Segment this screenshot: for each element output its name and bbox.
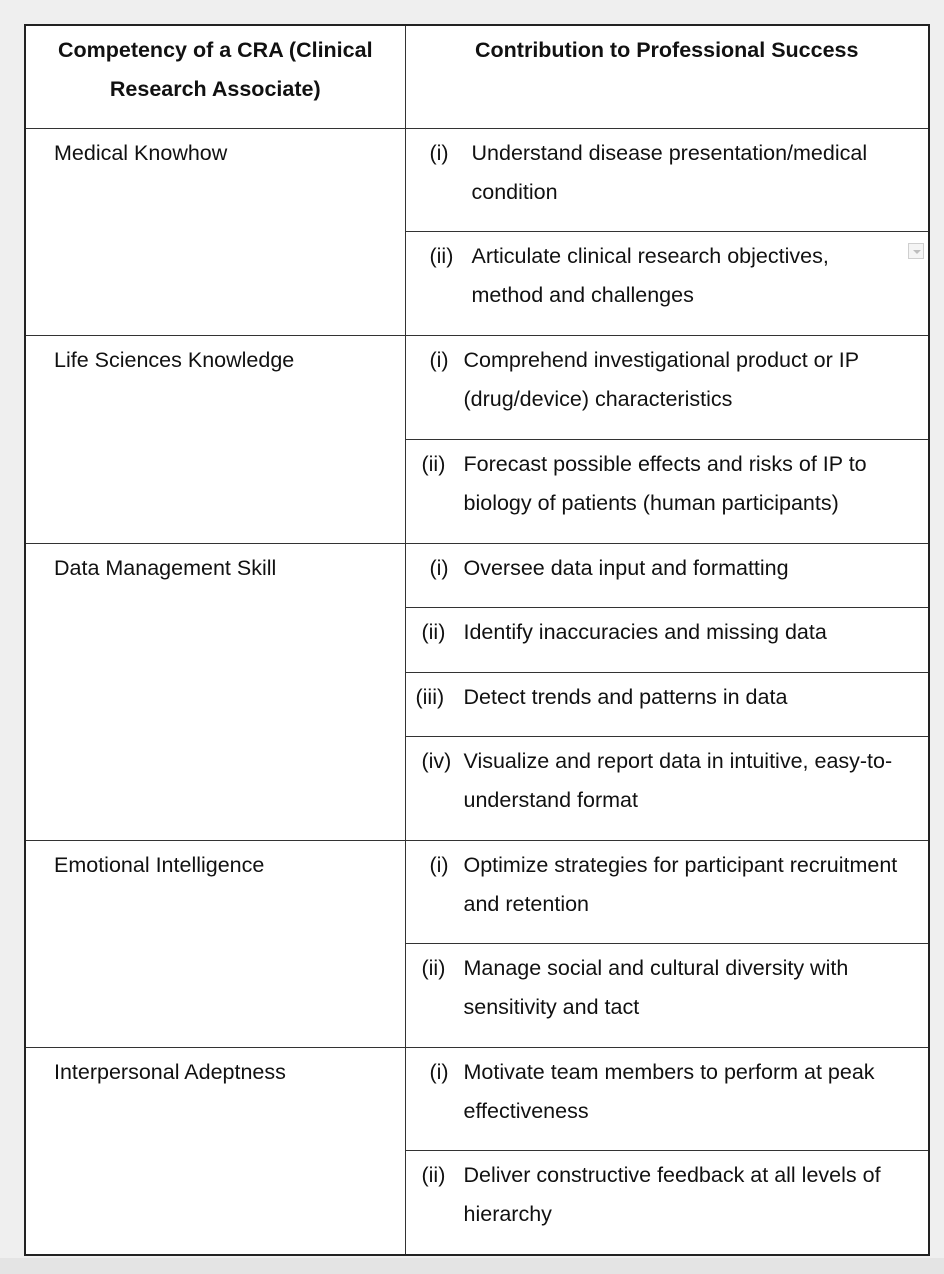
list-item bbox=[414, 846, 921, 924]
list-item bbox=[414, 341, 921, 419]
competency-interpersonal-adeptness: Interpersonal Adeptness bbox=[25, 1048, 405, 1256]
item-text: Manage social and cultural diversity with sensitivity and tact bbox=[463, 956, 849, 1019]
item-text: Visualize and report data in intuitive, easy-to-understand format bbox=[463, 749, 893, 812]
list-item bbox=[414, 549, 921, 588]
page-bottom-strip bbox=[0, 1258, 944, 1274]
list-item bbox=[414, 237, 921, 315]
table-row bbox=[25, 129, 929, 232]
item-text: Detect trends and patterns in data bbox=[463, 685, 788, 709]
list-item bbox=[414, 613, 921, 652]
list-item bbox=[414, 949, 921, 1027]
header-row bbox=[25, 25, 929, 129]
item-number: (ii) bbox=[429, 244, 454, 268]
item-text: Deliver constructive feedback at all levels of hierarchy bbox=[463, 1163, 881, 1226]
contribution-cell bbox=[405, 841, 929, 944]
list-item bbox=[414, 134, 921, 212]
item-number: (ii) bbox=[421, 956, 446, 980]
item-text: Comprehend investigational product or IP (drug/device) characteristics bbox=[463, 348, 859, 411]
item-number: (iv) bbox=[421, 749, 452, 773]
contribution-cell bbox=[405, 944, 929, 1048]
competency-emotional-intelligence: Emotional Intelligence bbox=[25, 841, 405, 1048]
item-text: Oversee data input and formatting bbox=[463, 556, 789, 580]
contribution-cell bbox=[405, 129, 929, 232]
header-competency: Competency of a CRA (Clinical Research Associate) bbox=[25, 25, 405, 129]
contribution-cell bbox=[405, 440, 929, 544]
contribution-cell bbox=[405, 673, 929, 737]
contribution-cell bbox=[405, 608, 929, 673]
table-row bbox=[25, 841, 929, 944]
item-number: (i) bbox=[429, 348, 449, 372]
list-item bbox=[414, 1053, 921, 1131]
contribution-cell bbox=[405, 544, 929, 608]
list-item bbox=[414, 445, 921, 523]
item-number: (ii) bbox=[421, 1163, 446, 1187]
item-text: Articulate clinical research objectives, method and challenges bbox=[471, 244, 829, 307]
item-text: Optimize strategies for participant recruitment and retention bbox=[463, 853, 898, 916]
item-text: Forecast possible effects and risks of IP to biology of patients (human participants) bbox=[463, 452, 867, 515]
list-item bbox=[414, 742, 921, 820]
contribution-cell bbox=[405, 232, 929, 336]
item-number: (iii) bbox=[415, 685, 445, 709]
table-row bbox=[25, 1048, 929, 1151]
contribution-cell bbox=[405, 737, 929, 841]
list-item bbox=[414, 1156, 921, 1234]
item-number: (i) bbox=[429, 853, 449, 877]
item-number: (i) bbox=[429, 1060, 449, 1084]
competency-life-sciences: Life Sciences Knowledge bbox=[25, 336, 405, 544]
contribution-cell bbox=[405, 1048, 929, 1151]
dropdown-arrow-icon[interactable] bbox=[908, 243, 924, 259]
competency-table bbox=[24, 24, 930, 1256]
document-page bbox=[24, 24, 928, 1256]
contribution-cell bbox=[405, 336, 929, 440]
item-text: Understand disease presentation/medical condition bbox=[471, 141, 868, 204]
competency-data-management: Data Management Skill bbox=[25, 544, 405, 841]
item-number: (ii) bbox=[421, 452, 446, 476]
item-number: (i) bbox=[429, 556, 449, 580]
item-number: (ii) bbox=[421, 620, 446, 644]
table-row bbox=[25, 336, 929, 440]
list-item bbox=[414, 678, 921, 717]
contribution-cell bbox=[405, 1151, 929, 1256]
competency-medical-knowhow: Medical Knowhow bbox=[25, 129, 405, 336]
item-number: (i) bbox=[429, 141, 449, 165]
table-row bbox=[25, 544, 929, 608]
header-contribution: Contribution to Professional Success bbox=[405, 25, 929, 129]
item-text: Identify inaccuracies and missing data bbox=[463, 620, 827, 644]
item-text: Motivate team members to perform at peak effectiveness bbox=[463, 1060, 875, 1123]
